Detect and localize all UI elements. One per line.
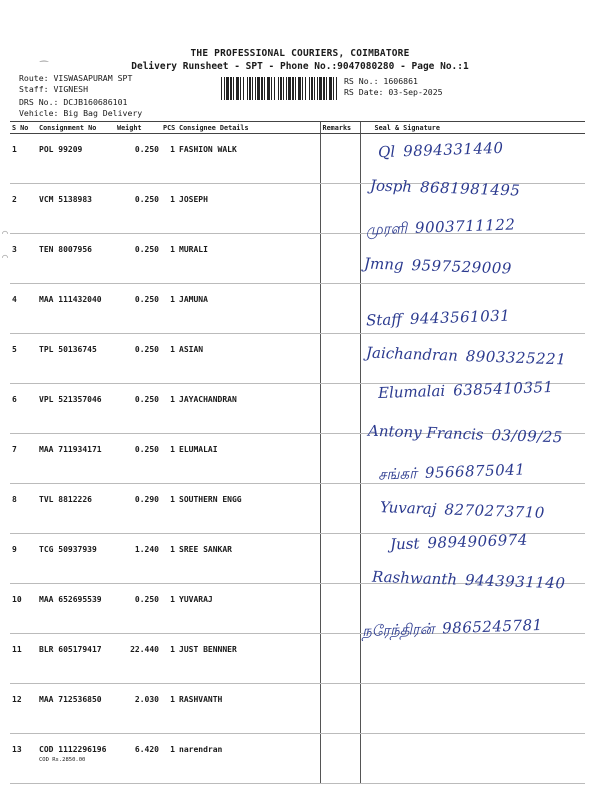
pieces-count: 1 <box>161 734 177 784</box>
col-pcs: PCS <box>163 123 176 132</box>
sno: 11 <box>10 634 37 684</box>
sno: 12 <box>10 684 37 734</box>
consignment-number: MAA 711934171 <box>37 434 115 484</box>
handwritten-signature: Josph 8681981495 <box>369 176 521 200</box>
remarks-cell <box>320 284 360 334</box>
remarks-cell <box>320 684 360 734</box>
consignment-number: TEN 8007956 <box>37 234 115 284</box>
consignment-number: VPL 521357046 <box>37 384 115 434</box>
weight-value: 0.250 <box>115 234 161 284</box>
pieces-count: 1 <box>161 234 177 284</box>
pieces-count: 1 <box>161 384 177 434</box>
table-row <box>10 634 585 684</box>
handwritten-signature: Jmng 9597529009 <box>363 254 513 278</box>
consignee-name: SOUTHERN ENGG <box>177 484 320 534</box>
rs-number: RS No.: 1606861 <box>344 76 418 86</box>
pieces-count: 1 <box>161 634 177 684</box>
consignment-number: MAA 712536850 <box>37 684 115 734</box>
pieces-count: 1 <box>161 684 177 734</box>
handwritten-signature: Staff 9443561031 <box>365 306 511 330</box>
sno: 2 <box>10 184 37 234</box>
handwritten-signature: Jaichandran 8903325221 <box>365 343 567 369</box>
consignment-number: POL 99209 <box>37 134 115 184</box>
consignee-name: FASHION WALK <box>177 134 320 184</box>
barcode-image <box>221 77 339 100</box>
consignee-name: JAMUNA <box>177 284 320 334</box>
weight-value: 22.440 <box>115 634 161 684</box>
handwritten-signature: Yuvaraj 8270273710 <box>379 498 546 522</box>
sno: 9 <box>10 534 37 584</box>
sno: 6 <box>10 384 37 434</box>
consignee-name: JAYACHANDRAN <box>177 384 320 434</box>
cod-amount: COD Rs.2850.00 <box>39 757 86 763</box>
consignee-name: YUVARAJ <box>177 584 320 634</box>
handwritten-signature: Rashwanth 9443931140 <box>371 567 566 593</box>
col-signature: Seal & Signature <box>360 122 585 134</box>
handwritten-signature: நரேந்திரன் 9865245781 <box>361 615 543 641</box>
vehicle-label: Vehicle: Big Bag Delivery <box>19 108 143 118</box>
remarks-cell <box>320 434 360 484</box>
weight-value: 2.030 <box>115 684 161 734</box>
consignment-number: TVL 8812226 <box>37 484 115 534</box>
remarks-cell <box>320 534 360 584</box>
handwritten-signature: Antony Francis 03/09/25 <box>367 421 564 447</box>
remarks-cell <box>320 734 360 784</box>
remarks-cell <box>320 634 360 684</box>
handwritten-signature: Elumalai 6385410351 <box>377 377 554 403</box>
weight-value: 0.250 <box>115 334 161 384</box>
consignee-name: JUST BENNNER <box>177 634 320 684</box>
remarks-cell <box>320 234 360 284</box>
consignment-number: COD 1112296196 COD Rs.2850.00 <box>37 734 115 784</box>
remarks-cell <box>320 334 360 384</box>
col-remarks: Remarks <box>320 122 360 134</box>
col-sno: S No <box>10 122 37 134</box>
sno: 1 <box>10 134 37 184</box>
consignment-number: MAA 652695539 <box>37 584 115 634</box>
sno: 13 <box>10 734 37 784</box>
pieces-count: 1 <box>161 484 177 534</box>
consignee-name: SREE SANKAR <box>177 534 320 584</box>
consignee-name: narendran <box>177 734 320 784</box>
sno: 8 <box>10 484 37 534</box>
company-name: THE PROFESSIONAL COURIERS, COIMBATORE <box>190 48 410 59</box>
col-weight: Weight <box>115 122 161 134</box>
pieces-count: 1 <box>161 284 177 334</box>
remarks-cell <box>320 584 360 634</box>
signature-cell <box>360 684 585 734</box>
pieces-count: 1 <box>161 584 177 634</box>
consignment-number: TPL 50136745 <box>37 334 115 384</box>
pieces-count: 1 <box>161 134 177 184</box>
consignment-number: BLR 605179417 <box>37 634 115 684</box>
weight-value: 1.240 <box>115 534 161 584</box>
route-label: Route: VISWASAPURAM SPT <box>19 73 133 83</box>
handwritten-signature: Just 9894906974 <box>389 530 529 554</box>
table-row <box>10 734 585 784</box>
remarks-cell <box>320 134 360 184</box>
weight-value: 0.250 <box>115 284 161 334</box>
sno: 4 <box>10 284 37 334</box>
sno: 10 <box>10 584 37 634</box>
sno: 3 <box>10 234 37 284</box>
table-header-row <box>10 122 585 134</box>
sno: 5 <box>10 334 37 384</box>
consignee-name: MURALI <box>177 234 320 284</box>
weight-value: 0.250 <box>115 584 161 634</box>
consignee-name: RASHVANTH <box>177 684 320 734</box>
pen-mark-icon: ⌒ <box>2 228 9 239</box>
consignee-name: ELUMALAI <box>177 434 320 484</box>
table-row <box>10 684 585 734</box>
weight-value: 6.420 <box>115 734 161 784</box>
handwritten-signature: முரளி 9003711122 <box>365 215 516 239</box>
pen-mark-icon: ⁀ <box>40 62 49 73</box>
signature-cell <box>360 734 585 784</box>
pieces-count: 1 <box>161 434 177 484</box>
weight-value: 0.290 <box>115 484 161 534</box>
consignee-name: JOSEPH <box>177 184 320 234</box>
pieces-count: 1 <box>161 534 177 584</box>
handwritten-signature: Ql 9894331440 <box>377 138 504 162</box>
consignment-number: VCM 5138983 <box>37 184 115 234</box>
staff-label: Staff: VIGNESH <box>19 84 89 94</box>
consignment-number: MAA 111432040 <box>37 284 115 334</box>
remarks-cell <box>320 384 360 434</box>
runsheet-subtitle: Delivery Runsheet - SPT - Phone No.:9047080280 - Page No.:1 <box>131 61 469 72</box>
remarks-cell <box>320 484 360 534</box>
consignee-name: ASIAN <box>177 334 320 384</box>
weight-value: 0.250 <box>115 384 161 434</box>
handwritten-signature: சங்கர் 9566875041 <box>377 460 526 484</box>
pen-mark-icon: ⌒ <box>2 252 9 263</box>
weight-value: 0.250 <box>115 134 161 184</box>
rs-date: RS Date: 03-Sep-2025 <box>344 87 443 97</box>
weight-value: 0.250 <box>115 434 161 484</box>
drs-number: DRS No.: DCJB160686101 <box>19 97 128 107</box>
consignment-number: TCG 50937939 <box>37 534 115 584</box>
col-consignment: Consignment No <box>37 122 115 134</box>
sno: 7 <box>10 434 37 484</box>
remarks-cell <box>320 184 360 234</box>
col-consignee: Consignee Details <box>177 122 320 134</box>
weight-value: 0.250 <box>115 184 161 234</box>
pieces-count: 1 <box>161 184 177 234</box>
pieces-count: 1 <box>161 334 177 384</box>
